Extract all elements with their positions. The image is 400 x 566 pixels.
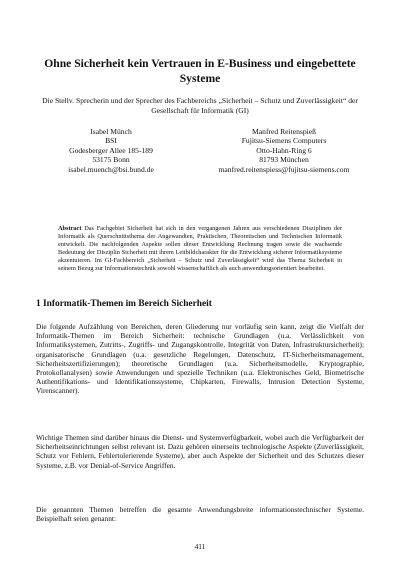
- author-city: 53175 Bonn: [92, 155, 130, 165]
- author-1: [36, 127, 186, 174]
- author-org: BSI: [105, 136, 117, 146]
- paragraph: Wichtige Themen sind darüber hinaus die Dienst- und Systemverfügbarkeit, wobei auch die Verfügbarkeit der Sicherheitseinrichtungen selbst relevant ist. Dazu gehören einerseits technologische Aspekte (Zuverlässigkeit, Schutz vor Fehlern, Fehlertolerierende Systeme), aber auch Aspekte der Sicherheit und des Schutzes dieser Systeme, z.B. vor Denial-of-Service Angriffen.: [36, 433, 364, 470]
- author-name: Manfred Reitenspieß: [252, 127, 316, 136]
- page-number: 411: [194, 542, 206, 551]
- author-org: Fujitsu-Siemens Computers: [241, 136, 327, 146]
- author-email: manfred.reitenspiess@fujitsu-siemens.com: [218, 164, 350, 174]
- abstract: [58, 225, 342, 274]
- author-street: Otto-Hahn-Ring 6: [256, 145, 312, 155]
- paper-title: Ohne Sicherheit kein Vertrauen in E-Business und eingebettete Systeme: [44, 57, 356, 85]
- author-2: [204, 127, 364, 174]
- section-heading: 1 Informatik-Themen im Bereich Sicherheit: [36, 299, 212, 309]
- abstract-text: Das Fachgebiet Sicherheit hat sich in den vergangenen Jahren aus verschiedenen Disziplinen der Informatik als Querschnittsthema der Angewandten, Praktischen, Theoretischen und Technischen Informatik entwickelt. Die nachfolgenden Aspekte sollen dieser Entwicklung Rechnung tragen sowie die wachsende Bedeutung der Disziplin Sicherheit mit ihrem Leitbildcharakter für die Entwicklung sicherer Informatiksysteme akzentuieren. Im GI-Fachbereich „Sicherheit – Schutz und Zuverlässigkeit“ wird das Thema Sicherheit in seinem Bezug zur Informationstechnik sowohl wissenschaftlich als auch anwendungsorientiert bearbeitet.: [58, 225, 342, 273]
- abstract-label: Abstract: [58, 225, 82, 232]
- author-name: Isabel Münch: [90, 127, 132, 136]
- author-street: Godesberger Allee 185-189: [69, 145, 153, 155]
- author-city: 81793 München: [259, 155, 309, 165]
- paper-subtitle: Die Stellv. Sprecherin und der Sprecher des Fachbereichs „Sicherheit – Schutz und Zuverlässigkeit“ der Gesellschaft für Informatik (GI): [42, 96, 358, 115]
- paragraph: Die folgende Aufzählung von Bereichen, deren Gliederung nur vorläufig sein kann, zeigt die Vielfalt der Informatik-Themen im Bereich Sicherheit: technische Grundlagen (u.a. Verlässlichkeit von Informatiksystemen, Zutritts-, Zugriffs- und Zugangskontrolle, Integrität von Daten, Infrastruktursicherheit); organisatorische Grundlagen (u.a. gesetzliche Regelungen, Datenschutz, IT-Sicherheitsmanagement, Sicherheitszertifizierungen); theoretische Grundlagen (u.a. Sicherheitsmodelle, Kryptographie, Protokollanalysen) sowie Anwendungen und spezielle Techniken (u.a. Elektronisches Geld, Biometrische Authentifikations- und Identifikationssysteme, Chipkarten, Firewalls, Intrusion Detection Systeme, Virenscanner).: [36, 322, 364, 396]
- paragraph: Die genannten Themen betreffen die gesamte Anwendungsbreite informationstechnischer Systeme. Beispielhaft seien genannt:: [36, 505, 364, 524]
- author-email: isabel.muench@bsi.bund.de: [68, 164, 154, 174]
